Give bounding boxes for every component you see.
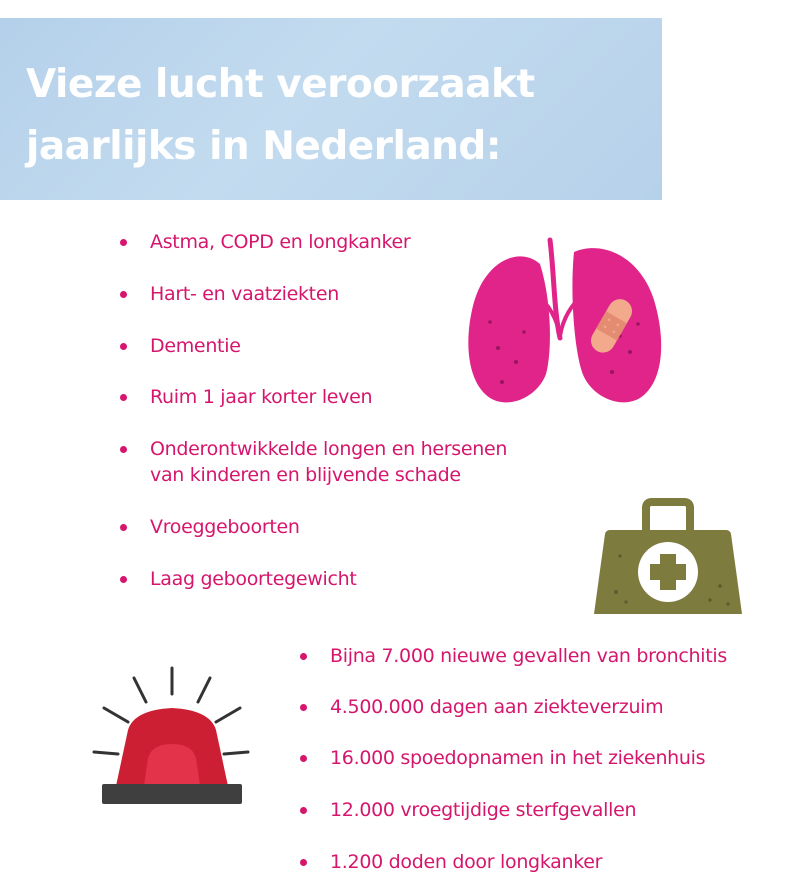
list-item-text: Astma, COPD en longkanker xyxy=(150,231,411,253)
list-item-text: Vroeggeboorten xyxy=(150,516,300,538)
list-item-text: Hart- en vaatziekten xyxy=(150,283,339,305)
list-item-text: 12.000 vroegtijdige sterfgevallen xyxy=(330,799,637,821)
bullet-icon xyxy=(300,859,307,866)
list-item-text: Laag geboortegewicht xyxy=(150,568,357,590)
bullet-icon xyxy=(300,704,307,711)
list-item xyxy=(150,384,372,410)
title-line-2: jaarlijks in Nederland: xyxy=(26,124,501,169)
header-banner xyxy=(0,18,662,200)
lungs-icon xyxy=(462,232,672,414)
alarm-siren-icon xyxy=(88,660,258,820)
list-item-text: Onderontwikkelde longen en hersenen xyxy=(150,438,508,460)
bullet-icon xyxy=(120,239,127,246)
list-item-text: van kinderen en blijvende schade xyxy=(150,464,461,486)
bullet-icon xyxy=(120,524,127,531)
bullet-icon xyxy=(300,653,307,660)
list-item xyxy=(150,566,357,592)
list-item-text: 1.200 doden door longkanker xyxy=(330,851,603,873)
list-item xyxy=(150,281,339,307)
bullet-icon xyxy=(120,394,127,401)
list-item xyxy=(150,333,241,359)
list-item-text: 4.500.000 dagen aan ziekteverzuim xyxy=(330,696,664,718)
bullet-icon xyxy=(120,446,127,453)
list-item xyxy=(150,514,300,540)
first-aid-kit-icon xyxy=(590,496,746,620)
list-item xyxy=(330,643,727,669)
bullet-icon xyxy=(120,291,127,298)
list-item xyxy=(330,745,705,771)
bullet-icon xyxy=(300,755,307,762)
list-item xyxy=(330,849,602,875)
bullet-icon xyxy=(120,343,127,350)
list-item-text: Ruim 1 jaar korter leven xyxy=(150,386,373,408)
list-item xyxy=(150,229,410,255)
title-line-1: Vieze lucht veroorzaakt xyxy=(26,62,535,107)
list-item xyxy=(150,436,507,488)
page-title xyxy=(26,54,535,178)
list-item-text: 16.000 spoedopnamen in het ziekenhuis xyxy=(330,747,706,769)
list-item-text: Dementie xyxy=(150,335,241,357)
list-item-text: Bijna 7.000 nieuwe gevallen van bronchitis xyxy=(330,645,727,667)
bullet-icon xyxy=(300,807,307,814)
list-item xyxy=(330,694,663,720)
list-item xyxy=(330,797,636,823)
bullet-icon xyxy=(120,576,127,583)
